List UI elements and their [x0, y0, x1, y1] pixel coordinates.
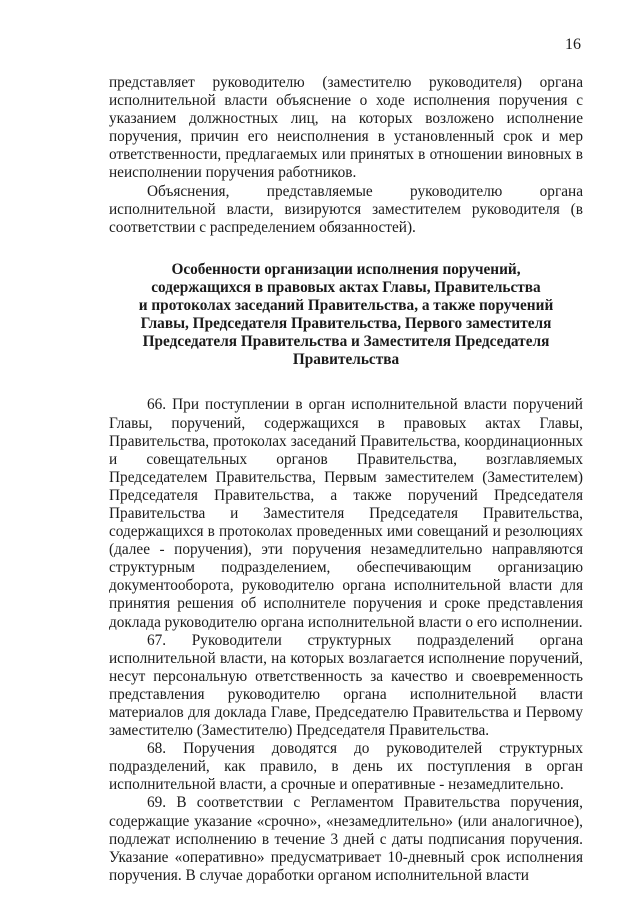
heading-line: Особенности организации исполнения поручений, [171, 260, 521, 278]
heading-line: Главы, Председателя Правительства, Первого заместителя [140, 315, 552, 333]
paragraph-69: 69. В соответствии с Регламентом Правительства поручения, содержащие указание «срочно», «незамедлительно» (или аналогичное), подлежат исполнению в течение 3 дней с даты подписания поручения. Указание «оперативно» предусматривает 10-дневный срок исполнения поручения. В случае доработки органом исполнительной власти [109, 794, 583, 884]
heading-line: и протоколах заседаний Правительства, а также поручений [138, 297, 554, 315]
heading-line: содержащихся в правовых актах Главы, Правительства [151, 278, 541, 296]
heading-line: Правительства [292, 351, 400, 369]
heading-line: Председателя Правительства и Заместителя Председателя [142, 333, 550, 351]
paragraph-continuation: представляет руководителю (заместителю руководителя) органа исполнительной власти объяснение о ходе исполнения поручения с указанием должностных лиц, на которых возложено исполнение поручения, причин его неисполнения в установленный срок и мер ответственности, предлагаемых или принятых в отношении виновных в неисполнении поручения работников. [109, 74, 583, 182]
document-body [109, 74, 583, 885]
paragraph-68: 68. Поручения доводятся до руководителей структурных подразделений, как правило, в день их поступления в орган исполнительной власти, а срочные и оперативные - незамедлительно. [109, 740, 583, 794]
page-number: 16 [565, 36, 581, 53]
paragraph-66: 66. При поступлении в орган исполнительной власти поручений Главы, поручений, содержащихся в правовых актах Главы, Правительства, протоколах заседаний Правительства, координационных и совещательных органов Правительства, возглавляемых Председателем Правительства, Первым заместителем (Заместителем) Председателя Правительства, а также поручений Председателя Правительства и Заместителя Председателя Правительства, содержащихся в протоколах проведенных ими совещаний и резолюциях (далее - поручения), эти поручения незамедлительно направляются структурным подразделением, обеспечивающим организацию документооборота, руководителю органа исполнительной власти для принятия решения об исполнителе поручения и сроке представления доклада руководителю органа исполнительной власти о его исполнении. [109, 396, 583, 631]
paragraph-explanations: Объяснения, представляемые руководителю органа исполнительной власти, визируются заместителем руководителя (в соответствии с распределением обязанностей). [109, 182, 583, 236]
section-heading [109, 261, 583, 370]
paragraph-67: 67. Руководители структурных подразделений органа исполнительной власти, на которых возлагается исполнение поручений, несут персональную ответственность за качество и своевременность представления руководителю органа исполнительной власти материалов для доклада Главе, Председателю Правительства и Первому заместителю (Заместителю) Председателя Правительства. [109, 631, 583, 740]
